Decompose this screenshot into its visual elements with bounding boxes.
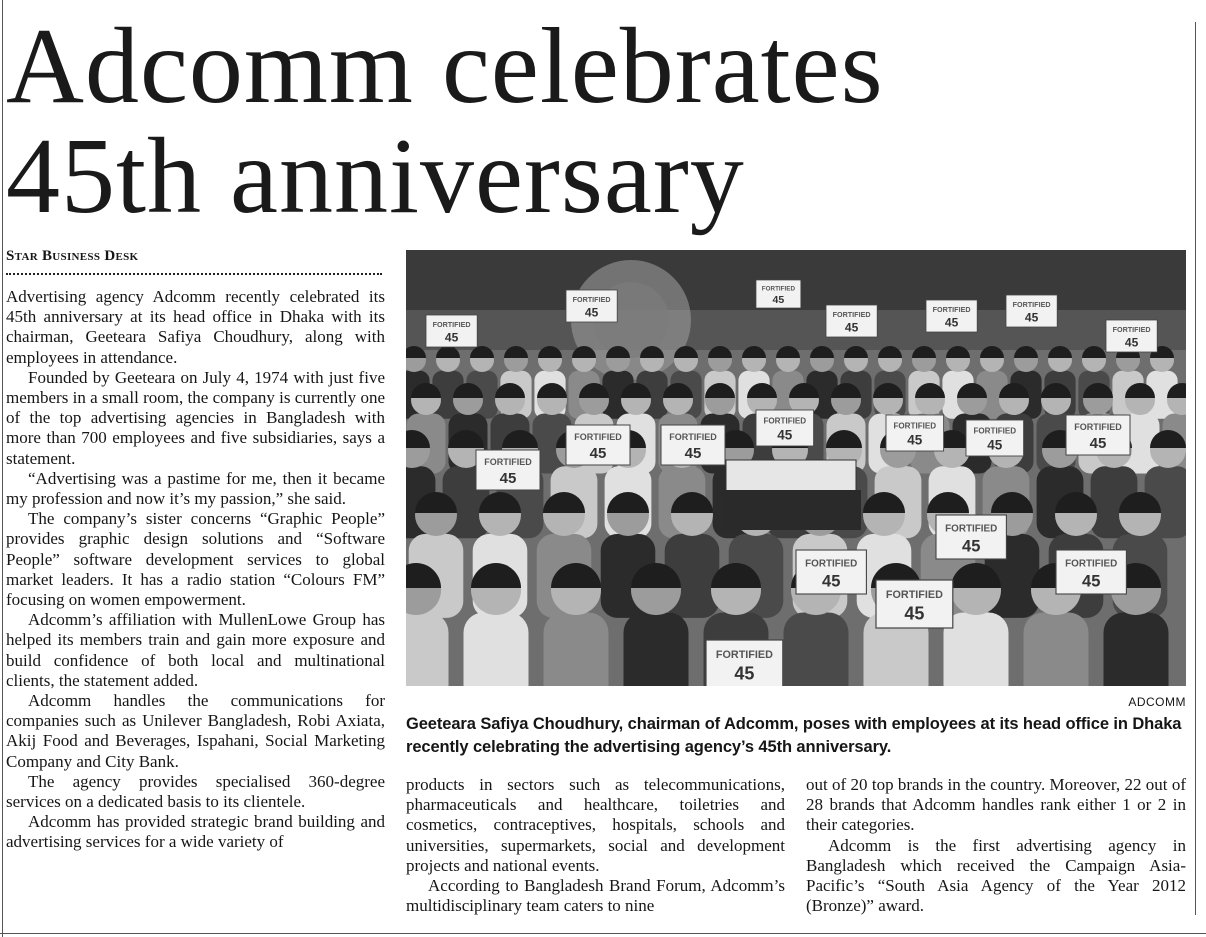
svg-text:45: 45 <box>822 572 841 591</box>
paragraph: Advertising agency Adcomm recently celebrated its 45th anniversary at its head office in Dhaka with its chairman, Geeteara Safiya Choudhury, along with employees in attendance. <box>6 287 385 367</box>
svg-text:45: 45 <box>844 320 859 335</box>
svg-text:FORTIFIED: FORTIFIED <box>761 285 796 293</box>
svg-text:FORTIFIED: FORTIFIED <box>1012 300 1051 309</box>
svg-text:FORTIFIED: FORTIFIED <box>832 310 871 319</box>
svg-text:45: 45 <box>734 663 755 684</box>
svg-text:45: 45 <box>944 315 959 330</box>
person <box>544 563 609 686</box>
headline-line-2: 45th anniversary <box>6 117 745 236</box>
svg-text:45: 45 <box>589 445 607 462</box>
cake <box>721 460 861 530</box>
headline-line-1: Adcomm celebrates <box>6 7 884 126</box>
paragraph: Founded by Geeteara on July 4, 1974 with just five members in a small room, the company is currently one of the top advertising agencies in Bangladesh with more than 700 employees and five subsidiaries, says a statement. <box>6 367 385 468</box>
fortified-45-placard <box>936 515 1006 559</box>
svg-text:FORTIFIED: FORTIFIED <box>484 457 532 467</box>
article-column-3 <box>806 775 1186 916</box>
svg-text:FORTIFIED: FORTIFIED <box>805 558 858 570</box>
svg-text:45: 45 <box>1082 572 1101 591</box>
svg-text:45: 45 <box>444 330 459 345</box>
svg-text:FORTIFIED: FORTIFIED <box>1074 422 1122 432</box>
svg-text:FORTIFIED: FORTIFIED <box>572 295 611 304</box>
svg-text:45: 45 <box>499 470 517 487</box>
fortified-45-placard <box>566 290 617 322</box>
svg-text:FORTIFIED: FORTIFIED <box>945 523 998 535</box>
column-rule-right <box>1195 22 1196 915</box>
photo-caption: Geeteara Safiya Choudhury, chairman of Adcomm, poses with employees at its head office in Dhaka recently celebrating the advertising agency’s 45th anniversary. <box>406 715 1182 756</box>
svg-text:FORTIFIED: FORTIFIED <box>574 432 622 442</box>
fortified-45-placard <box>876 580 953 628</box>
svg-text:FORTIFIED: FORTIFIED <box>973 426 1017 436</box>
fortified-45-placard <box>1056 550 1126 594</box>
fortified-45-placard <box>476 450 540 490</box>
fortified-45-placard <box>826 305 877 337</box>
svg-text:FORTIFIED: FORTIFIED <box>1065 558 1118 570</box>
fortified-45-placard <box>661 425 725 465</box>
paragraph: The agency provides specialised 360-degree services on a dedicated basis to its clientele. <box>6 771 385 812</box>
svg-text:45: 45 <box>962 537 981 556</box>
fortified-45-placard <box>796 550 866 594</box>
byline-divider <box>6 273 382 275</box>
paragraph: Adcomm has provided strategic brand building and advertising services for a wide variety of <box>6 812 385 852</box>
paragraph: out of 20 top brands in the country. Moreover, 22 out of 28 brands that Adcomm handles rank either 1 or 2 in their categories. <box>806 775 1186 835</box>
svg-text:45: 45 <box>777 427 793 443</box>
headline <box>6 7 1186 236</box>
svg-text:45: 45 <box>907 432 923 448</box>
svg-text:45: 45 <box>684 445 702 462</box>
svg-text:FORTIFIED: FORTIFIED <box>1112 325 1151 334</box>
paragraph: According to Bangladesh Brand Forum, Adcomm’s multidisciplinary team caters to nine <box>406 876 785 916</box>
svg-text:FORTIFIED: FORTIFIED <box>885 589 943 601</box>
svg-text:45: 45 <box>1024 310 1039 325</box>
svg-text:45: 45 <box>904 603 925 624</box>
svg-text:FORTIFIED: FORTIFIED <box>669 432 717 442</box>
svg-text:FORTIFIED: FORTIFIED <box>893 421 937 431</box>
person <box>464 563 529 686</box>
group-photo-illustration <box>406 250 1186 686</box>
svg-text:FORTIFIED: FORTIFIED <box>715 649 773 661</box>
fortified-45-placard <box>566 425 630 465</box>
photo-credit: ADCOMM <box>1128 695 1186 709</box>
event-photo <box>406 250 1186 686</box>
paragraph: Adcomm handles the communications for companies such as Unilever Bangladesh, Robi Axiata, Akij Food and Beverages, Ispahani, Social Marketing Company and City Bank. <box>6 691 385 771</box>
page-frame-left <box>2 0 3 937</box>
svg-text:45: 45 <box>987 437 1003 453</box>
svg-text:FORTIFIED: FORTIFIED <box>932 305 971 314</box>
svg-text:45: 45 <box>1089 435 1107 452</box>
fortified-45-placard <box>756 410 814 446</box>
page-frame-bottom <box>0 933 1206 934</box>
fortified-45-placard <box>426 315 477 347</box>
svg-text:FORTIFIED: FORTIFIED <box>763 416 807 426</box>
svg-text:45: 45 <box>584 305 599 320</box>
paragraph: products in sectors such as telecommunications, pharmaceuticals and healthcare, toiletries and cosmetics, contraceptives, hospitals, schools and universities, supermarkets, social and development projects and national events. <box>406 775 785 875</box>
paragraph: The company’s sister concerns “Graphic People” provides graphic design solutions and “Software People” software development services to global market leaders. It has a radio station “Colours FM” focusing on women empowerment. <box>6 509 385 610</box>
fortified-45-placard <box>756 280 801 308</box>
byline: Star Business Desk <box>6 248 139 264</box>
svg-text:45: 45 <box>772 294 785 307</box>
fortified-45-placard <box>886 415 944 451</box>
fortified-45-placard <box>1066 415 1130 455</box>
fortified-45-placard <box>1106 320 1157 352</box>
paragraph: Adcomm is the first advertising agency in Bangladesh which received the Campaign Asia-Pacific’s “South Asia Agency of the Year 2012 (Bronze)” award. <box>806 835 1186 916</box>
paragraph: “Advertising was a pastime for me, then it became my profession and now it’s my passion,” she said. <box>6 468 385 509</box>
person <box>624 563 689 686</box>
paragraph: Adcomm’s affiliation with MullenLowe Group has helped its members train and gain more exposure and build confidence of both local and multinational clients, the statement added. <box>6 610 385 690</box>
article-column-2 <box>406 775 785 916</box>
article-column-1 <box>6 287 385 853</box>
fortified-45-placard <box>1006 295 1057 327</box>
fortified-45-placard <box>966 420 1024 456</box>
svg-text:FORTIFIED: FORTIFIED <box>432 320 471 329</box>
svg-text:45: 45 <box>1124 335 1139 350</box>
fortified-45-placard <box>706 640 783 686</box>
fortified-45-placard <box>926 300 977 332</box>
